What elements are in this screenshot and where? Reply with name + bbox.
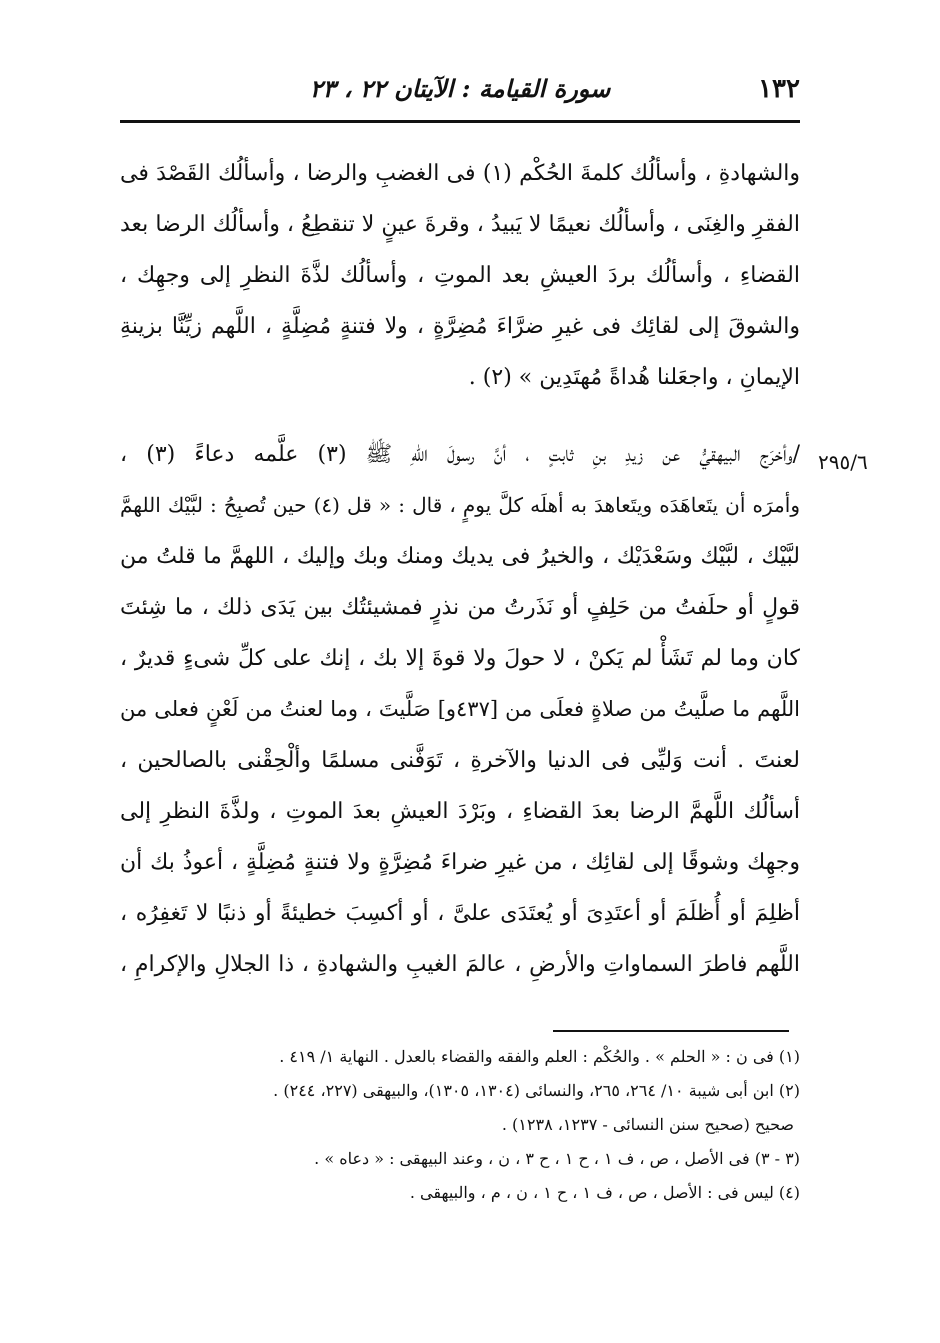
paragraph-gap bbox=[120, 403, 800, 429]
page-header bbox=[120, 60, 800, 118]
text-line: الفقرِ والغِنَى ، وأسألُك نعيمًا لا يَبيدُ ، وقرةَ عينٍ لا تنقطِعُ ، وأسألُك الرضا بعد bbox=[120, 212, 800, 237]
text-line: القضاءِ ، وأسألُك بردَ العيشِ بعد الموتِ ، وأسألُك لذَّةَ النظرِ إلى وجهِك ، bbox=[120, 263, 800, 288]
text-line: قولٍ أو حلَفتُ من حَلِفٍ أو نَذَرتُ من نذرٍ فمشيئتُك بين يَدَى ذلك ، ما شِئتَ bbox=[120, 595, 800, 620]
footnote: (١) فى ن : « الحلم » . والحُكْم : العلم والفقه والقضاء بالعدل . النهاية ١/ ٤١٩ . bbox=[279, 1047, 800, 1066]
page-number: ١٣٢ bbox=[758, 74, 800, 104]
main-text bbox=[120, 148, 800, 990]
running-title: سورة القيامة : الآيتان ٢٢ ، ٢٣ bbox=[309, 74, 611, 103]
text-line: والشهادةِ ، وأسألُك كلمةَ الحُكْم (١) فى الغضبِ والرضا ، وأسألُك القَصْدَ فى bbox=[120, 161, 801, 186]
text-line: أظلِمَ أو أُظلَمَ أو أعتَدِىَ أو يُعتَدَى علىَّ ، أو أكسِبَ خطيئةً أو ذنبًا لا تَغفِرُه ، bbox=[120, 901, 800, 926]
text-line: لبَّيْك ، لبَّيْك وسَعْدَيْك ، والخيرُ فى يديك ومنك وبك وإليك ، اللهمَّ ما قلتُ من bbox=[120, 544, 800, 569]
footnote-rule bbox=[553, 1030, 789, 1032]
text-line: والشوقَ إلى لقائِك فى غيرِ ضرَّاءَ مُضِرَّةٍ ، ولا فتنةٍ مُضِلَّةٍ ، اللَّهم زيِّنَّا بزينةِ bbox=[120, 314, 800, 339]
header-rule bbox=[120, 120, 800, 123]
text-line: لعنتَ . أنت وَليِّى فى الدنيا والآخرةِ ، تَوَفَّنى مسلمًا وألْحِقْنى بالصالحين ، bbox=[120, 748, 800, 773]
footnote-continuation: صحيح (صحيح سنن النسائى - ١٢٣٧، ١٢٣٨) . bbox=[501, 1115, 794, 1134]
text-line: وجهِك وشوقًا إلى لقائِك ، من غيرِ ضراءَ مُضِرَّةٍ ولا فتنةٍ مُضِلَّةٍ ، أعوذُ بك أن bbox=[120, 850, 800, 875]
footnote: (٤) ليس فى : الأصل ، ص ، ف ١ ، ح ١ ، ن ، م ، والبيهقى . bbox=[409, 1183, 800, 1202]
footnote: (٢) ابن أبى شيبة ١٠/ ٢٦٤، ٢٦٥، والنسائى (١٣٠٤، ١٣٠٥)، والبيهقى (٢٢٧، ٢٤٤) . bbox=[273, 1081, 800, 1100]
text-line: /وأخرَج البيهقيُّ عن زيدِ بنِ ثابتٍ ، أنَّ رسولَ اللهِ ﷺ (٣) علَّمه دعاءً (٣) ، bbox=[120, 442, 801, 467]
text-line: أسألُك اللَّهمَّ الرضا بعدَ القضاءِ ، وبَرْدَ العيشِ بعدَ الموتِ ، ولذَّةَ النظرِ إلى bbox=[120, 799, 800, 824]
paragraph bbox=[120, 148, 800, 403]
footnotes bbox=[200, 1040, 800, 1210]
text-line: اللَّهم ما صلَّيتُ من صلاةٍ فعلَى من [٤٣٧و] صَلَّيتَ ، وما لعنتُ من لَعْنٍ فعلى من bbox=[120, 697, 801, 721]
text-line: الإيمانِ ، واجعَلنا هُداةً مُهتَدِين » (٢) . bbox=[468, 365, 800, 390]
manuscript-margin-reference: ٢٩٥/٦ bbox=[818, 450, 868, 474]
footnote: (٣ - ٣) فى الأصل ، ص ، ف ١ ، ح ١ ، ح ٣ ، ن ، وعند البيهقى : « دعاه » . bbox=[314, 1149, 800, 1168]
paragraph bbox=[120, 429, 800, 990]
text-line: اللَّهم فاطرَ السماواتِ والأرضِ ، عالمَ الغيبِ والشهادةِ ، ذا الجلالِ والإكرامِ ، bbox=[120, 952, 800, 977]
text-line: كان وما لم تَشَأْ لم يَكنْ ، لا حولَ ولا قوةَ إلا بك ، إنك على كلِّ شىءٍ قديرٌ ، bbox=[120, 646, 800, 671]
text-line: وأمرَه أن يتَعاهَدَه ويتَعاهدَ به أهلَه كلَّ يومٍ ، قال : « قل (٤) حين تُصبِحُ : لبَّيْك اللهمَّ bbox=[120, 493, 800, 517]
